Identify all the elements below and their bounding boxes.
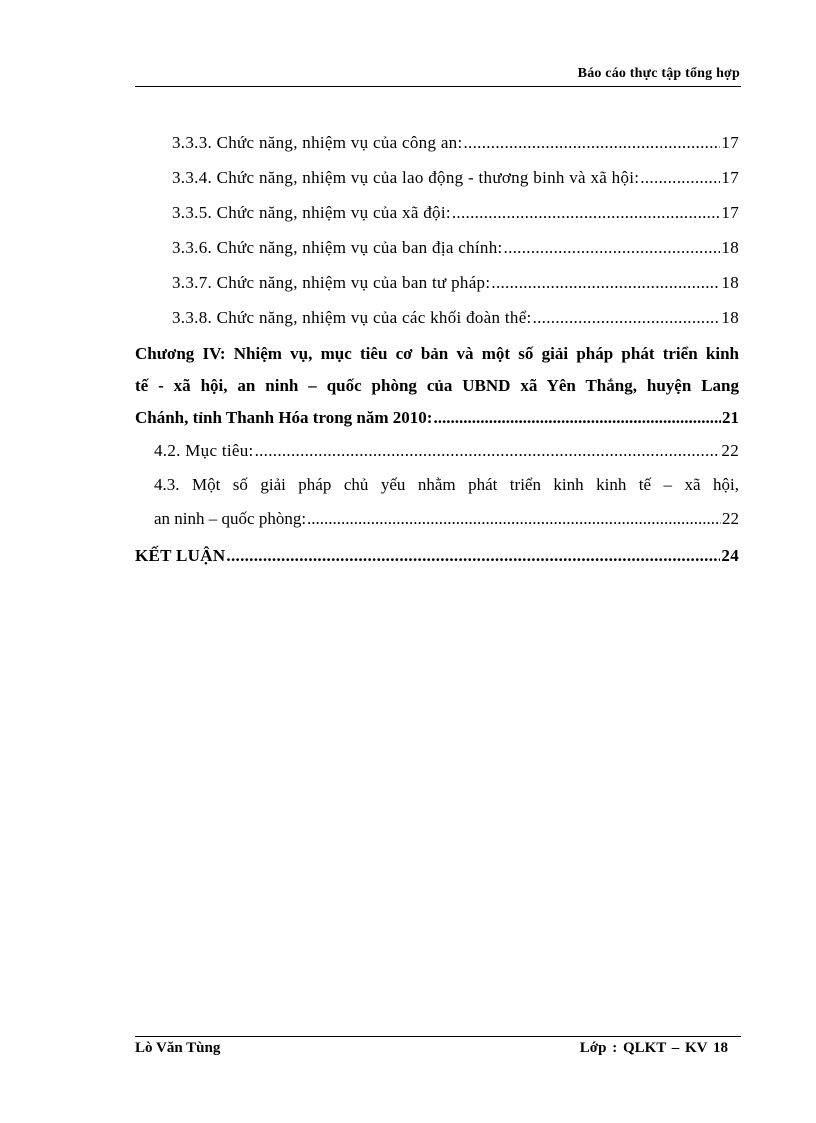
dot-leader: [504, 233, 721, 263]
toc-entry-4-2[interactable]: [135, 434, 739, 468]
toc-entry-line-2: [154, 502, 739, 536]
toc-entry-page: 18: [721, 238, 739, 257]
footer-divider: [135, 1036, 741, 1037]
table-of-contents: [135, 128, 739, 576]
toc-entry-3-3-7[interactable]: [135, 268, 739, 303]
toc-entry-page: 17: [721, 203, 739, 222]
toc-entry-label: 3.3.4. Chức năng, nhiệm vụ của lao động - thương binh và xã hội:: [172, 168, 640, 187]
toc-entry-label: 3.3.8. Chức năng, nhiệm vụ của các khối đoàn thể:: [172, 308, 532, 327]
footer-author: Lò Văn Tùng: [135, 1040, 221, 1056]
dot-leader: [491, 268, 720, 298]
toc-entry-label: 3.3.6. Chức năng, nhiệm vụ của ban địa chính:: [172, 238, 503, 257]
toc-entry-4-3[interactable]: [135, 468, 739, 536]
toc-entry-label: 4.2. Mục tiêu:: [154, 441, 254, 460]
toc-entry-page: 17: [721, 168, 739, 187]
toc-entry-page: 18: [721, 308, 739, 327]
dot-leader: [433, 402, 721, 434]
dot-leader: [640, 163, 720, 193]
dot-leader: [226, 536, 720, 576]
toc-entry-3-3-5[interactable]: [135, 198, 739, 233]
dot-leader: [255, 434, 721, 468]
chapter-title-line-3: [135, 402, 739, 434]
toc-entry-page: 17: [721, 133, 739, 152]
toc-entry-3-3-3[interactable]: [135, 128, 739, 163]
toc-entry-page: 24: [721, 546, 739, 565]
header-divider: [135, 86, 741, 87]
dot-leader: [452, 198, 721, 228]
chapter-title-line-2: tế - xã hội, an ninh – quốc phòng của UBND xã Yên Thắng, huyện Lang: [135, 376, 739, 395]
toc-entry-label: KẾT LUẬN: [135, 546, 226, 565]
toc-entry-page: 18: [721, 273, 739, 292]
dot-leader: [464, 128, 721, 158]
toc-entry-page: 22: [722, 509, 739, 528]
dot-leader: [533, 303, 721, 333]
toc-entry-label: Chánh, tỉnh Thanh Hóa trong năm 2010:: [135, 408, 433, 427]
toc-entry-3-3-4[interactable]: [135, 163, 739, 198]
toc-entry-label: 3.3.7. Chức năng, nhiệm vụ của ban tư pháp:: [172, 273, 491, 292]
toc-entry-label: 3.3.5. Chức năng, nhiệm vụ của xã đội:: [172, 203, 451, 222]
toc-entry-page: 21: [722, 408, 739, 427]
toc-entry-conclusion[interactable]: [135, 536, 739, 576]
toc-entry-page: 22: [721, 441, 739, 460]
toc-entry-chapter-4[interactable]: [135, 338, 739, 434]
toc-entry-3-3-8[interactable]: [135, 303, 739, 338]
dot-leader: [307, 502, 721, 536]
toc-entry-line-1: 4.3. Một số giải pháp chủ yếu nhằm phát triển kinh kinh tế – xã hội,: [154, 475, 739, 494]
toc-entry-label: an ninh – quốc phòng:: [154, 509, 307, 528]
toc-entry-3-3-6[interactable]: [135, 233, 739, 268]
header-title: Báo cáo thực tập tổng hợp: [577, 66, 740, 81]
footer-class-info: Lớp : QLKT – KV 18: [579, 1040, 728, 1056]
toc-entry-label: 3.3.3. Chức năng, nhiệm vụ của công an:: [172, 133, 463, 152]
chapter-title-line-1: Chương IV: Nhiệm vụ, mục tiêu cơ bản và một số giải pháp phát triển kinh: [135, 344, 739, 363]
